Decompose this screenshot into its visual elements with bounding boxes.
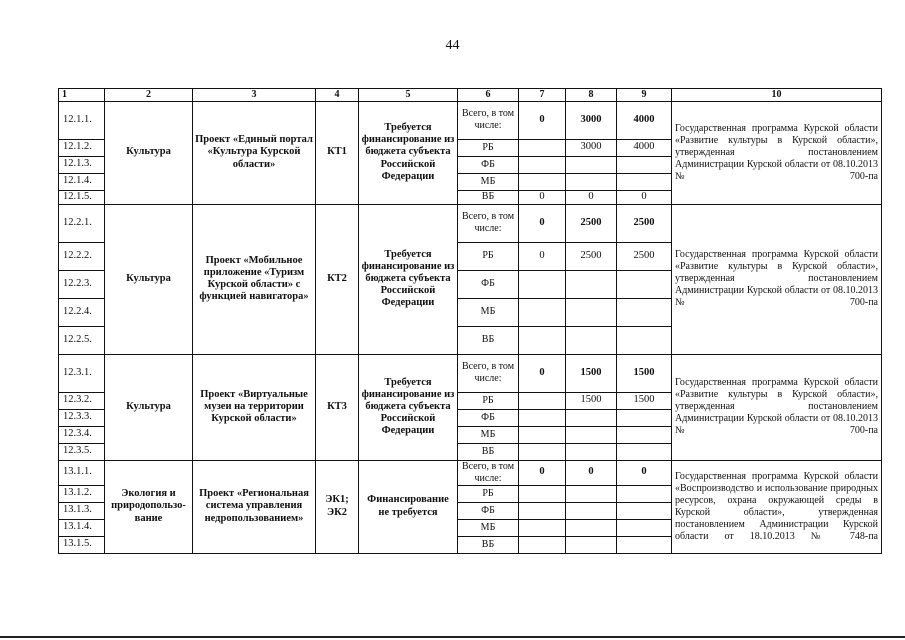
- value-col9-cell: [617, 173, 672, 190]
- program-cell: Государственная программа Курской области «Развитие культуры в Курской области», утвержденная постановлением Администрации Курской области от 08.10.2013 № 700-па: [672, 204, 882, 354]
- value-col9-cell: [617, 156, 672, 173]
- funding-cell: Требуется финансирование из бюджета субъекта Российской Федерации: [359, 101, 458, 204]
- table-row: [59, 354, 882, 392]
- value-col9-cell: [617, 502, 672, 519]
- value-col8-cell: 2500: [566, 204, 617, 242]
- source-cell: ВБ: [458, 326, 519, 354]
- code-cell: ЭК1; ЭК2: [316, 460, 359, 553]
- source-cell: РБ: [458, 485, 519, 502]
- source-cell: ФБ: [458, 270, 519, 298]
- value-col7-cell: [519, 443, 566, 460]
- row-number-cell: 12.2.3.: [59, 270, 105, 298]
- row-number-cell: 13.1.5.: [59, 536, 105, 553]
- section-cell: Культура: [105, 101, 193, 204]
- col-header-9: 9: [617, 89, 672, 102]
- value-col9-cell: 1500: [617, 354, 672, 392]
- value-col9-cell: [617, 298, 672, 326]
- value-col8-cell: [566, 536, 617, 553]
- value-col7-cell: 0: [519, 190, 566, 204]
- value-col8-cell: [566, 270, 617, 298]
- row-number-cell: 12.1.1.: [59, 101, 105, 139]
- program-cell: Государственная программа Курской области «Развитие культуры в Курской области», утвержденная постановлением Администрации Курской области от 08.10.2013 № 700-па: [672, 101, 882, 204]
- source-cell: РБ: [458, 139, 519, 156]
- scan-edge-line: [0, 636, 905, 638]
- row-number-cell: 12.2.5.: [59, 326, 105, 354]
- section-cell: Культура: [105, 354, 193, 460]
- value-col8-cell: [566, 519, 617, 536]
- col-header-1: 1: [59, 89, 105, 102]
- value-col9-cell: 0: [617, 190, 672, 204]
- value-col7-cell: 0: [519, 460, 566, 485]
- value-col9-cell: [617, 519, 672, 536]
- source-cell: МБ: [458, 298, 519, 326]
- value-col8-cell: 3000: [566, 139, 617, 156]
- value-col9-cell: 0: [617, 460, 672, 485]
- section-cell: Экология и природопользо-вание: [105, 460, 193, 553]
- value-col7-cell: [519, 409, 566, 426]
- source-cell: Всего, в том числе:: [458, 204, 519, 242]
- value-col9-cell: [617, 326, 672, 354]
- document-table-wrapper: [58, 88, 881, 554]
- value-col7-cell: [519, 173, 566, 190]
- row-number-cell: 13.1.3.: [59, 502, 105, 519]
- row-number-cell: 12.3.5.: [59, 443, 105, 460]
- project-cell: Проект «Виртуальные музеи на территории Курской области»: [193, 354, 316, 460]
- value-col8-cell: [566, 298, 617, 326]
- row-number-cell: 13.1.4.: [59, 519, 105, 536]
- row-number-cell: 12.3.3.: [59, 409, 105, 426]
- value-col7-cell: [519, 502, 566, 519]
- value-col8-cell: [566, 173, 617, 190]
- funding-cell: Требуется финансирование из бюджета субъекта Российской Федерации: [359, 354, 458, 460]
- value-col9-cell: 2500: [617, 204, 672, 242]
- row-number-cell: 12.2.2.: [59, 242, 105, 270]
- source-cell: МБ: [458, 426, 519, 443]
- row-number-cell: 13.1.1.: [59, 460, 105, 485]
- col-header-4: 4: [316, 89, 359, 102]
- value-col7-cell: [519, 392, 566, 409]
- code-cell: КТ1: [316, 101, 359, 204]
- code-cell: КТ3: [316, 354, 359, 460]
- funding-table: [58, 88, 882, 554]
- table-row: [59, 460, 882, 485]
- row-number-cell: 12.3.1.: [59, 354, 105, 392]
- table-body: [59, 101, 882, 553]
- value-col9-cell: [617, 270, 672, 298]
- value-col8-cell: [566, 485, 617, 502]
- program-cell: Государственная программа Курской области «Воспроизводство и использование природных ресурсов, охрана окружающей среды в Курской области», утвержденная постановлением Администрации Курской области от 18.10.2013 № 748-па: [672, 460, 882, 553]
- col-header-8: 8: [566, 89, 617, 102]
- project-cell: Проект «Единый портал «Культура Курской области»: [193, 101, 316, 204]
- table-row: [59, 101, 882, 139]
- value-col8-cell: [566, 409, 617, 426]
- value-col9-cell: 4000: [617, 139, 672, 156]
- value-col7-cell: 0: [519, 204, 566, 242]
- program-cell: Государственная программа Курской области «Развитие культуры в Курской области», утвержденная постановлением Администрации Курской области от 08.10.2013 № 700-па: [672, 354, 882, 460]
- value-col7-cell: [519, 270, 566, 298]
- code-cell: КТ2: [316, 204, 359, 354]
- row-number-cell: 12.3.2.: [59, 392, 105, 409]
- value-col8-cell: 1500: [566, 354, 617, 392]
- row-number-cell: 12.1.2.: [59, 139, 105, 156]
- value-col8-cell: 3000: [566, 101, 617, 139]
- row-number-cell: 12.1.3.: [59, 156, 105, 173]
- value-col9-cell: [617, 485, 672, 502]
- value-col9-cell: 2500: [617, 242, 672, 270]
- col-header-3: 3: [193, 89, 316, 102]
- source-cell: ФБ: [458, 156, 519, 173]
- source-cell: МБ: [458, 173, 519, 190]
- value-col8-cell: 0: [566, 190, 617, 204]
- value-col8-cell: 1500: [566, 392, 617, 409]
- source-cell: ВБ: [458, 536, 519, 553]
- value-col8-cell: [566, 502, 617, 519]
- section-cell: Культура: [105, 204, 193, 354]
- value-col8-cell: [566, 443, 617, 460]
- value-col7-cell: [519, 519, 566, 536]
- value-col8-cell: 2500: [566, 242, 617, 270]
- project-cell: Проект «Мобильное приложение «Туризм Курской области» с функцией навигатора»: [193, 204, 316, 354]
- col-header-7: 7: [519, 89, 566, 102]
- value-col7-cell: 0: [519, 101, 566, 139]
- row-number-cell: 12.1.4.: [59, 173, 105, 190]
- row-number-cell: 12.2.4.: [59, 298, 105, 326]
- source-cell: ВБ: [458, 443, 519, 460]
- col-header-5: 5: [359, 89, 458, 102]
- row-number-cell: 13.1.2.: [59, 485, 105, 502]
- table-row: [59, 204, 882, 242]
- source-cell: ФБ: [458, 409, 519, 426]
- value-col9-cell: [617, 536, 672, 553]
- value-col9-cell: [617, 426, 672, 443]
- source-cell: ФБ: [458, 502, 519, 519]
- value-col7-cell: 0: [519, 242, 566, 270]
- value-col7-cell: [519, 156, 566, 173]
- col-header-6: 6: [458, 89, 519, 102]
- value-col8-cell: 0: [566, 460, 617, 485]
- value-col7-cell: 0: [519, 354, 566, 392]
- value-col7-cell: [519, 426, 566, 443]
- row-number-cell: 12.2.1.: [59, 204, 105, 242]
- source-cell: Всего, в том числе:: [458, 460, 519, 485]
- value-col7-cell: [519, 298, 566, 326]
- value-col9-cell: 1500: [617, 392, 672, 409]
- value-col8-cell: [566, 426, 617, 443]
- row-number-cell: 12.3.4.: [59, 426, 105, 443]
- value-col7-cell: [519, 536, 566, 553]
- source-cell: Всего, в том числе:: [458, 101, 519, 139]
- value-col8-cell: [566, 326, 617, 354]
- value-col9-cell: 4000: [617, 101, 672, 139]
- project-cell: Проект «Региональная система управления недропользованием»: [193, 460, 316, 553]
- source-cell: РБ: [458, 392, 519, 409]
- col-header-10: 10: [672, 89, 882, 102]
- value-col8-cell: [566, 156, 617, 173]
- value-col7-cell: [519, 326, 566, 354]
- col-header-2: 2: [105, 89, 193, 102]
- value-col9-cell: [617, 443, 672, 460]
- source-cell: ВБ: [458, 190, 519, 204]
- row-number-cell: 12.1.5.: [59, 190, 105, 204]
- value-col7-cell: [519, 139, 566, 156]
- funding-cell: Финансирование не требуется: [359, 460, 458, 553]
- value-col9-cell: [617, 409, 672, 426]
- source-cell: РБ: [458, 242, 519, 270]
- header-row: [59, 89, 882, 102]
- funding-cell: Требуется финансирование из бюджета субъекта Российской Федерации: [359, 204, 458, 354]
- value-col7-cell: [519, 485, 566, 502]
- page-number: 44: [445, 38, 460, 53]
- source-cell: Всего, в том числе:: [458, 354, 519, 392]
- source-cell: МБ: [458, 519, 519, 536]
